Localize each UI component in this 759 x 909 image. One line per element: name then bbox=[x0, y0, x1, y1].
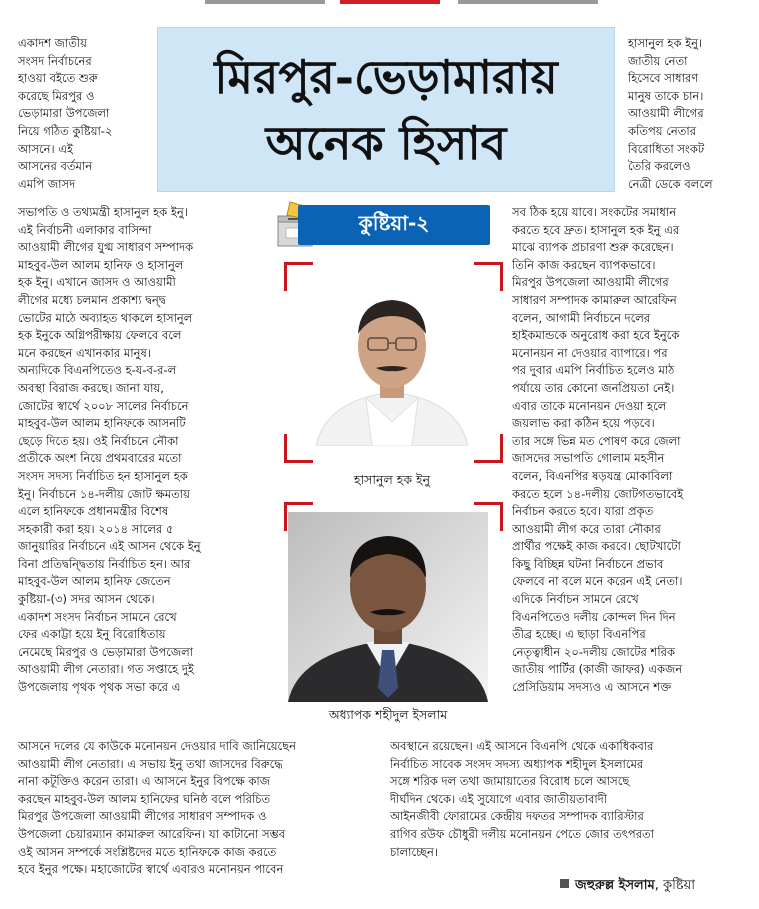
text-line: জানুয়ারির নির্বাচনে এই আসন থেকে ইনু bbox=[18, 539, 201, 554]
left-column-top bbox=[18, 35, 158, 193]
text-line: নির্বাচন করতে হবে। যারা প্রকৃত bbox=[512, 504, 654, 519]
headline-line-2: অনেক হিসাব bbox=[265, 115, 507, 170]
text-line: ইনু। নির্বাচনে ১৪-দলীয় জোট ক্ষমতায় bbox=[18, 486, 190, 501]
text-line: এলে হানিফকে প্রধানমন্ত্রীর বিশেষ bbox=[18, 504, 169, 519]
text-line: আওয়ামী লীগ নেতারা। এ সভায় ইনু তথা জাসদের বিরুদ্ধে bbox=[18, 756, 283, 771]
text-line: বিনা প্রতিদ্বন্দ্বিতায় নির্বাচিত হন। আর bbox=[18, 556, 191, 571]
text-line: করেছে মিরপুর ও bbox=[18, 88, 95, 103]
text-line: মিরপুর উপজেলা আওয়ামী লীগের সাধারণ সম্পাদক ও bbox=[18, 809, 267, 824]
text-line: করতে হলে ১৪-দলীয় জোটগতভাবেই bbox=[512, 486, 684, 501]
left-column-main bbox=[18, 204, 280, 697]
text-line: নেত্রী ডেকে বললে bbox=[628, 176, 713, 191]
right-column-bottom bbox=[390, 738, 756, 861]
text-line: জাসদের সভাপতি গোলাম মহসীন bbox=[512, 451, 665, 466]
byline bbox=[560, 876, 695, 897]
text-line: ফেলবে না বলে মনে করেন এই নেতা। bbox=[512, 574, 683, 589]
text-line: হাসানুল হক ইনু। bbox=[628, 36, 703, 50]
right-column-main bbox=[512, 204, 756, 697]
text-line: আওয়ামী লীগ নেতারা। গত সপ্তাহে দুই bbox=[18, 662, 194, 677]
section-tag: কুষ্টিয়া-২ bbox=[298, 205, 490, 245]
text-line: ফের একাট্টা হয়ে ইনু বিরোধিতায় bbox=[18, 627, 166, 642]
text-line: তার সঙ্গে ভিন্ন মত পোষণ করে জেলা bbox=[512, 433, 681, 448]
text-line: জয়লাভ করা কঠিন হয়ে পড়বে। bbox=[512, 416, 655, 431]
text-line: জাতীয় পার্টির (কাজী জাফর) একজন bbox=[512, 662, 683, 677]
text-line: সভাপতি ও তথ্যমন্ত্রী হাসানুল হক ইনু। bbox=[18, 205, 188, 219]
text-line: উপজেলায় পৃথক পৃথক সভা করে এ bbox=[18, 680, 181, 695]
text-line: মানুষ তাকে চান। bbox=[628, 88, 704, 103]
text-line: মাঝে ব্যাপক প্রচারণা শুরু করেছেন। bbox=[512, 240, 674, 255]
left-column-bottom bbox=[18, 738, 380, 879]
text-line: বলেন, বিএনপির ষড়যন্ত্র মোকাবিলা bbox=[512, 468, 673, 483]
photo-caption-inu: হাসানুল হক ইনু bbox=[353, 472, 431, 487]
portrait-photo-inu bbox=[296, 272, 488, 446]
text-line: তীব্র হচ্ছে। এ ছাড়া বিএনপির bbox=[512, 627, 646, 642]
text-line: ওই আসন সম্পর্কে সংশ্লিষ্টদের মতে হানিফকে কাজ করতে bbox=[18, 844, 277, 859]
text-line: হক ইনুকে অগ্নিপরীক্ষায় ফেলবে বলে bbox=[18, 328, 182, 343]
text-line: অবস্থানে রয়েছেন। এই আসনে বিএনপি থেকে একাধিকবার bbox=[390, 739, 654, 753]
text-line: প্রার্থীর পক্ষেই কাজ করবে। ছোটখাটো bbox=[512, 539, 681, 554]
headline-line-1: মিরপুর-ভেড়ামারায় bbox=[214, 49, 558, 104]
text-line: মাহবুব-উল আলম হানিফকে আসনটি bbox=[18, 416, 186, 431]
text-line: মিরপুর উপজেলা আওয়ামী লীগের bbox=[512, 275, 669, 290]
text-line: আওয়ামী লীগ করে তারা নৌকার bbox=[512, 521, 661, 536]
text-line: অন্যদিকে বিএনপিতেও হ-য-ব-র-ল bbox=[18, 363, 177, 378]
text-line: নেতৃত্বাধীন ২০-দলীয় জোটের শরিক bbox=[512, 644, 675, 659]
text-line: জাতীয় নেতা bbox=[628, 53, 688, 68]
text-line: আইনজীবী ফোরামের কেন্দ্রীয় দফতর সম্পাদক ব্যারিস্টার bbox=[390, 809, 644, 824]
text-line: নানা কটূক্তিও করেন তারা। এ আসনে ইনুর বিপক্ষে কাজ bbox=[18, 774, 270, 789]
text-line: বিএনপিতেও দলীয় কোন্দল দিন দিন bbox=[512, 609, 676, 624]
byline-square-icon bbox=[560, 879, 569, 888]
text-line: প্রতীকে অংশ নিয়ে প্রথমবারের মতো bbox=[18, 451, 182, 466]
text-line: বলেন, আগামী নির্বাচনে দলের bbox=[512, 310, 651, 325]
text-line: একাদশ জাতীয় bbox=[18, 36, 87, 50]
right-column-top bbox=[628, 35, 758, 193]
text-line: জোটের স্বার্থে ২০০৮ সালের নির্বাচনে bbox=[18, 398, 189, 413]
text-line: মনোনয়ন না দেওয়ার ব্যাপারে। পর bbox=[512, 345, 668, 360]
portrait-photo-shahidul bbox=[288, 512, 488, 702]
text-line: মাহবুব-উল আলম হানিফ ও হাসানুল bbox=[18, 257, 184, 272]
text-line: আওয়ামী লীগের যুগ্ম সাধারণ সম্পাদক bbox=[18, 240, 194, 255]
text-line: রাগিব রউফ চৌধুরী দলীয় মনোনয়ন পেতে জোর তৎপরতা bbox=[390, 826, 654, 841]
text-line: আওয়ামী লীগের bbox=[628, 106, 704, 121]
text-line: করতে হবে দ্রুত। হাসানুল হক ইনু এর bbox=[512, 222, 680, 237]
text-line: এদিকে নির্বাচন সামনে রেখে bbox=[512, 592, 639, 607]
text-line: পর্যায়ে তার কোনো জনপ্রিয়তা নেই। bbox=[512, 380, 675, 395]
text-line: তৈরি করলেও bbox=[628, 159, 691, 174]
text-line: নেমেছে মিরপুর ও ভেড়ামারা উপজেলা bbox=[18, 644, 194, 659]
text-line: কতিপয় নেতার bbox=[628, 123, 697, 138]
text-line: সব ঠিক হয়ে যাবে। সংকটের সমাধান bbox=[512, 205, 677, 219]
text-line: প্রেসিডিয়াম সদস্যও এ আসনে শক্ত bbox=[512, 680, 672, 695]
text-line: লীগের মধ্যে চলমান প্রকাশ্য দ্বন্দ্ব bbox=[18, 292, 166, 307]
text-line: কিছু বিচ্ছিন্ন ঘটনা নির্বাচনে প্রভাব bbox=[512, 556, 664, 571]
text-line: মাহবুব-উল আলম হানিফ জেতেন bbox=[18, 574, 171, 589]
text-line: কুষ্টিয়া-(৩) সদর আসন থেকে। bbox=[18, 592, 155, 607]
text-line: সহকারী করা হয়। ২০১৪ সালের ৫ bbox=[18, 521, 174, 536]
text-line: মনে করছেন এখানকার মানুষ। bbox=[18, 345, 151, 360]
text-line: আসনে। এই bbox=[18, 141, 73, 156]
text-line: সংসদ সদস্য নির্বাচিত হন হাসানুল হক bbox=[18, 468, 188, 483]
text-line: করছেন মাহবুব-উল আলম হানিফের ঘনিষ্ঠ বলে পরিচিত bbox=[18, 791, 271, 806]
text-line: আসনে দলের যে কাউকে মনোনয়ন দেওয়ার দাবি জানিয়েছেন bbox=[18, 739, 296, 753]
text-line: হক ইনু। এখানে জাসদ ও আওয়ামী bbox=[18, 275, 176, 290]
text-line: এমপি জাসদ bbox=[18, 176, 76, 191]
text-line: দীর্ঘদিন থেকে। এই সুযোগে এবার জাতীয়তাবাদী bbox=[390, 791, 608, 806]
photo-caption-shahidul: অধ্যাপক শহীদুল ইসলাম bbox=[328, 707, 448, 722]
text-line: নির্বাচিত সাবেক সংসদ সদস্য অধ্যাপক শহীদুল ইসলামের bbox=[390, 756, 644, 771]
text-line: অবস্থা বিরাজ করছে। জানা যায়, bbox=[18, 380, 164, 395]
text-line: চালাচ্ছেন। bbox=[390, 844, 438, 859]
text-line: একাদশ সংসদ নির্বাচন সামনে রেখে bbox=[18, 609, 177, 624]
text-line: সঙ্গে শরিক দল তথা জামায়াতের বিরোধ চলে আসছে bbox=[390, 774, 630, 789]
text-line: ভোটের মাঠে অব্যাহত থাকলে হাসানুল bbox=[18, 310, 193, 325]
text-line: পর দুবার এমপি নির্বাচিত হলেও মাঠ bbox=[512, 363, 675, 378]
text-line: উপজেলা চেয়ারম্যান কামারুল আরেফিন। যা কাটানো সম্ভব bbox=[18, 826, 286, 841]
text-line: তিনি কাজ করছেন ব্যাপকভাবে। bbox=[512, 257, 656, 272]
text-line: হিসেবে সাধারণ bbox=[628, 71, 699, 86]
text-line: এই নির্বাচনী এলাকার বাসিন্দা bbox=[18, 222, 152, 237]
top-strip-red bbox=[340, 0, 440, 4]
text-line: আসনের বর্তমান bbox=[18, 159, 93, 174]
top-strip-gray-2 bbox=[458, 0, 598, 4]
text-line: ছেড়ে দিতে হয়। ওই নির্বাচনে নৌকা bbox=[18, 433, 179, 448]
text-line: এবার তাকে মনোনয়ন দেওয়া হলে bbox=[512, 398, 667, 413]
text-line: সাধারণ সম্পাদক কামারুল আরেফিন bbox=[512, 292, 677, 307]
byline-place: , কুষ্টিয়া bbox=[654, 878, 696, 893]
top-strip-gray bbox=[205, 0, 325, 4]
text-line: বিরোধিতা সংকট bbox=[628, 141, 705, 156]
text-line: নিয়ে গঠিত কুষ্টিয়া-২ bbox=[18, 123, 113, 138]
text-line: ভেড়ামারা উপজেলা bbox=[18, 106, 110, 121]
text-line: হবে ইনুর পক্ষে। মহাজোটের স্বার্থে এবারও মনোনয়ন পাবেন bbox=[18, 862, 284, 877]
text-line: সংসদ নির্বাচনের bbox=[18, 53, 92, 68]
headline-box bbox=[157, 27, 615, 192]
text-line: হাইকমান্ডকে অনুরোধ করা হবে ইনুকে bbox=[512, 328, 680, 343]
text-line: হাওয়া বইতে শুরু bbox=[18, 71, 98, 86]
byline-name: জহুরুল্ল ইসলাম bbox=[575, 878, 655, 893]
